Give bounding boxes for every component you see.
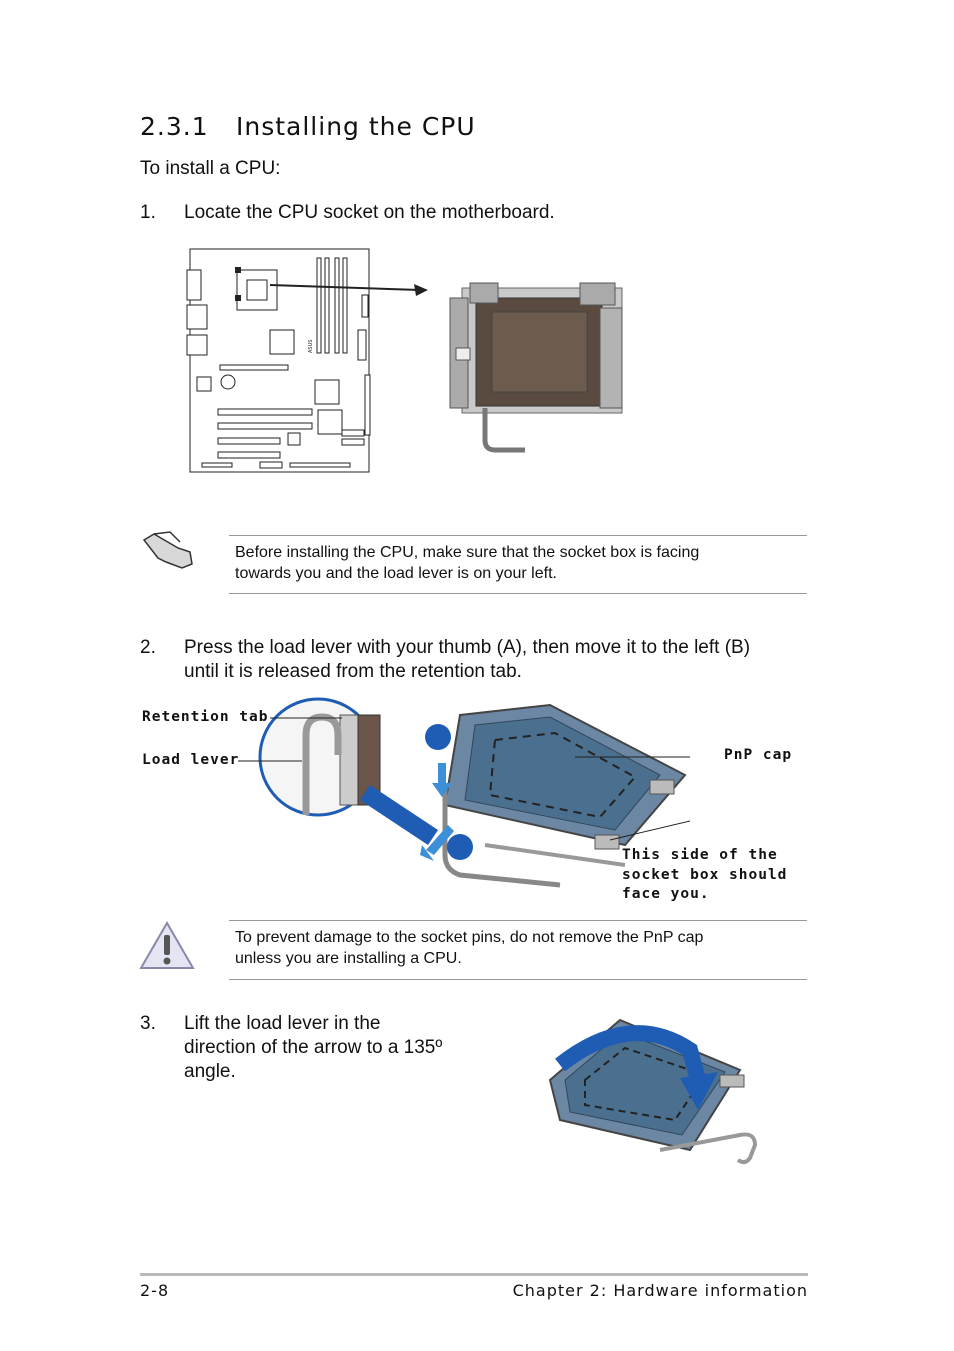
page-number: 2-8 [140,1281,170,1300]
section-heading [140,112,476,141]
pnp-cap-label: PnP cap [724,747,793,763]
section-number: 2.3.1 [140,112,209,141]
step-number: 2. [140,637,156,658]
retention-tab-label: Retention tab [142,709,269,725]
hand-note-icon [140,528,195,573]
chapter-title: Chapter 2: Hardware information [512,1281,808,1300]
lever-lift-photo [540,1010,770,1170]
caution-box [229,920,807,980]
step-text: Press the load lever with your thumb (A), then move it to the left (B) [184,637,751,658]
cpu-socket-photo [440,268,640,458]
socket-side-label: This side of the socket box should face you. [622,847,788,902]
section-title: Installing the CPU [236,112,476,141]
note-line: Before installing the CPU, make sure that the socket box is facing towards you and the load lever is on your left. [235,544,700,582]
intro-text: To install a CPU: [140,158,281,179]
note-box [229,535,807,594]
load-lever-diagram [230,695,690,900]
step-2-line2: until it is released from the retention tab. [184,661,522,682]
step-number: 1. [140,202,156,223]
footer-rule [140,1273,808,1276]
step-3-line2: direction of the arrow to a 135º [184,1037,443,1058]
step-3-line3: angle. [184,1061,236,1082]
caution-line: To prevent damage to the socket pins, do not remove the PnP cap unless you are installing a CPU. [235,929,704,967]
load-lever-label: Load lever [142,752,240,768]
warning-icon [138,920,196,972]
motherboard-layout-diagram [180,245,440,477]
board-logo: ASUS [308,339,314,353]
step-number: 3. [140,1013,156,1034]
step-text: Lift the load lever in the [184,1013,381,1034]
step-text: Locate the CPU socket on the motherboard. [184,202,555,223]
